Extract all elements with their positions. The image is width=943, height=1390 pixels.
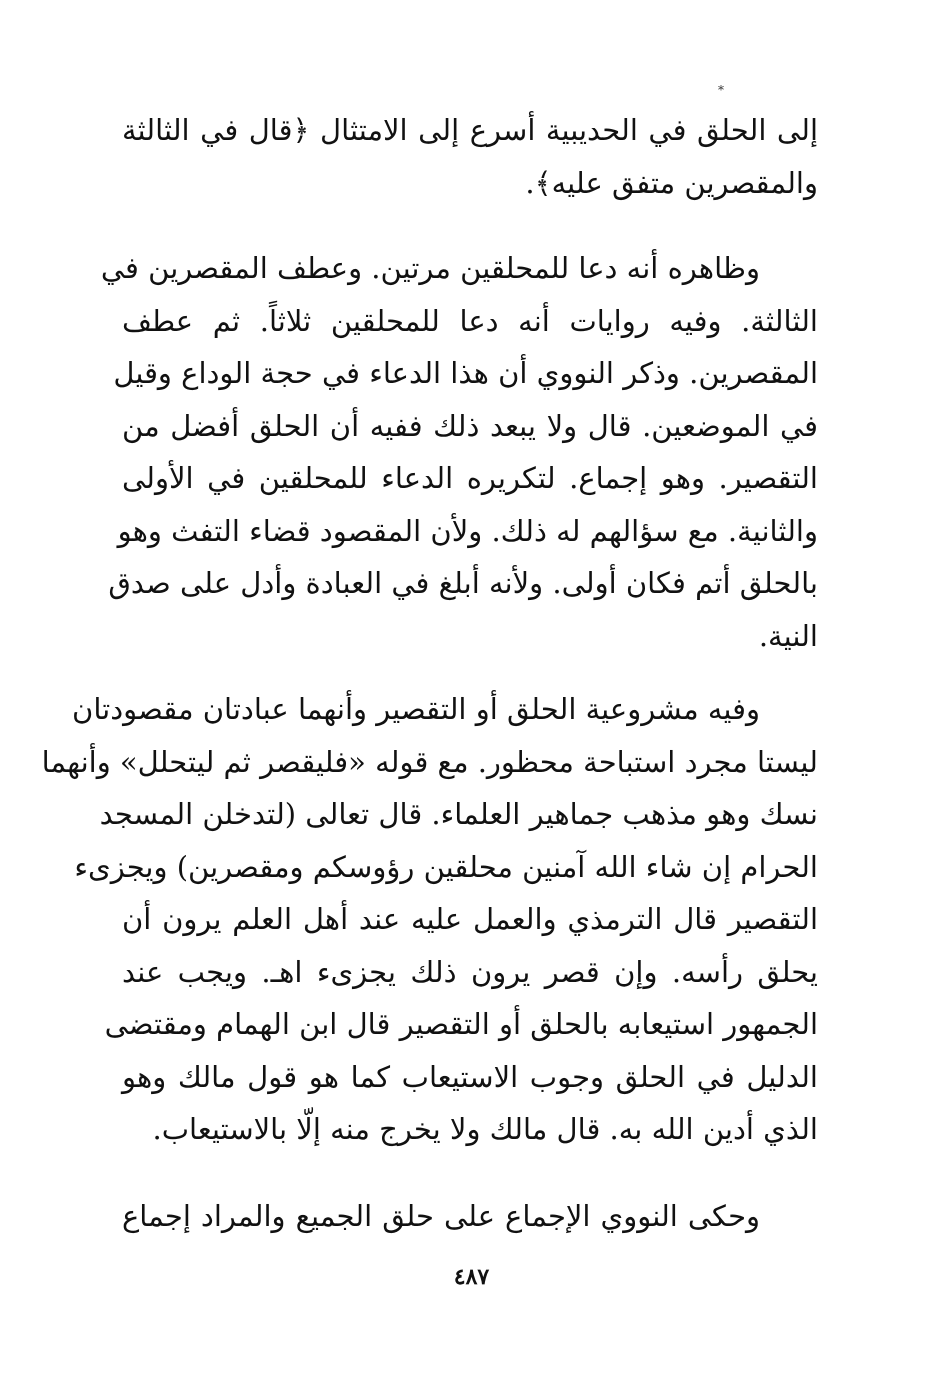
text-line: نسك وهو مذهب جماهير العلماء. قال تعالى (لتدخلن المسجد: [99, 797, 818, 831]
text-line: الحرام إن شاء الله آمنين محلقين رؤوسكم ومقصرين) ويجزىء: [74, 849, 818, 884]
text-line: الدليل في الحلق وجوب الاستيعاب كما هو قول مالك وهو: [122, 1059, 818, 1094]
paragraph-3: [41, 683, 818, 1156]
paragraph-4: [122, 1190, 818, 1243]
text-line: بالحلق أتم فكان أولى. ولأنه أبلغ في العبادة وأدل على صدق: [108, 566, 818, 600]
text-line: وظاهره أنه دعا للمحلقين مرتين. وعطف المقصرين في: [100, 251, 760, 285]
text-line: في الموضعين. قال ولا يبعد ذلك ففيه أن الحلق أفضل من: [122, 408, 818, 443]
text-line: النية.: [758, 618, 818, 653]
text-line: يحلق رأسه. وإن قصر يرون ذلك يجزىء اهـ. ويجب عند: [122, 954, 818, 989]
text-line: وحكى النووي الإجماع على حلق الجميع والمراد إجماع: [122, 1199, 760, 1233]
text-line: ليستا مجرد استباحة محظور. مع قوله «فليقصر ثم ليتحلل» وأنهما: [41, 744, 818, 779]
text-line: وفيه مشروعية الحلق أو التقصير وأنهما عبادتان مقصودتان: [72, 692, 760, 726]
text-line: والثانية. مع سؤالهم له ذلك. ولأن المقصود قضاء التفث وهو: [117, 513, 818, 548]
text-line: والمقصرين متفق عليه﴾.: [525, 165, 818, 200]
text-line: التقصير. وهو إجماع. لتكريره الدعاء للمحلقين في الأولى: [122, 461, 818, 495]
paragraph-2: [100, 242, 818, 662]
page-number: ٤٨٧: [453, 1264, 490, 1290]
text-line: الجمهور استيعابه بالحلق أو التقصير قال ابن الهمام ومقتضى: [104, 1007, 818, 1041]
text-line: الثالثة. وفيه روايات أنه دعا للمحلقين ثلاثاً. ثم عطف: [122, 303, 818, 338]
text-line: إلى الحلق في الحديبية أسرع إلى الامتثال ﴿قال في الثالثة: [122, 113, 818, 147]
page-mark: *: [718, 83, 724, 97]
paragraph-1: [122, 104, 818, 209]
text-line: الذي أدين الله به. قال مالك ولا يخرج منه إلّا بالاستيعاب.: [152, 1112, 818, 1146]
text-line: المقصرين. وذكر النووي أن هذا الدعاء في حجة الوداع وقيل: [113, 356, 818, 390]
text-line: التقصير قال الترمذي والعمل عليه عند أهل العلم يرون أن: [122, 902, 818, 936]
